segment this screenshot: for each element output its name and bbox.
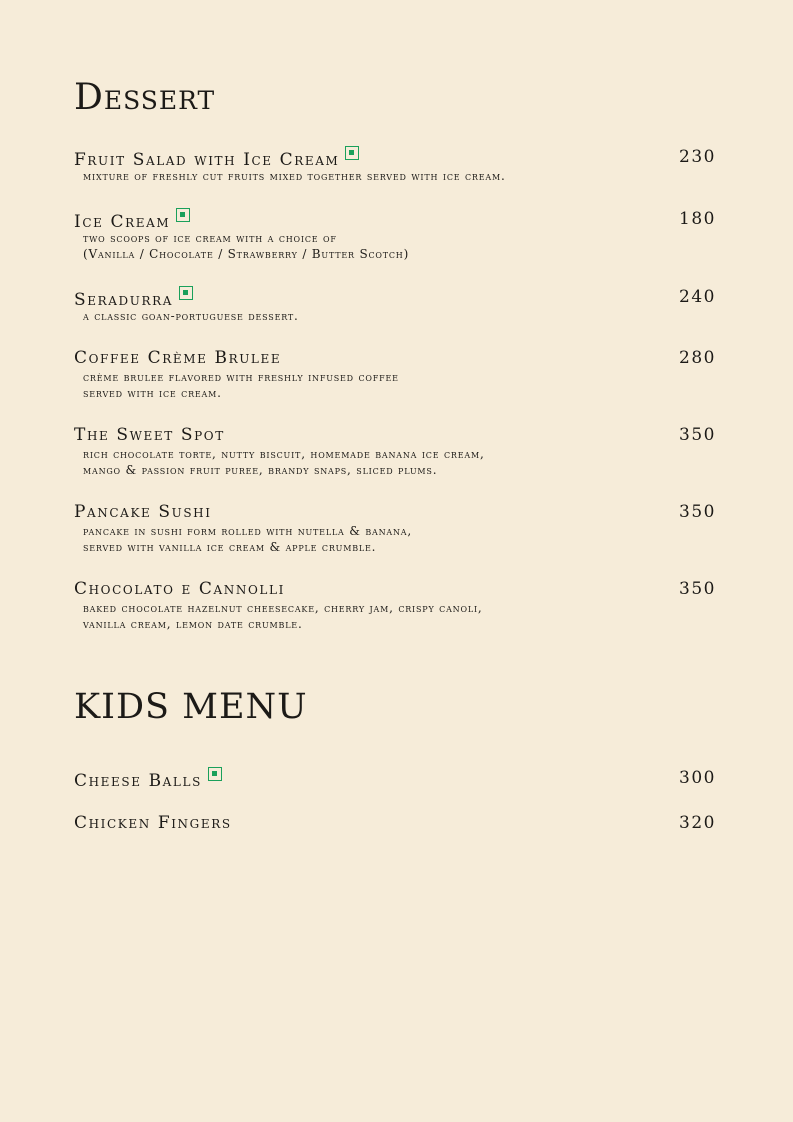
description-line: pancake in sushi form rolled with nutella & banana, bbox=[83, 524, 412, 538]
description-line: baked chocolate hazelnut cheesecake, cherry jam, crispy canoli, bbox=[83, 601, 483, 615]
menu-item-price: 240 bbox=[679, 287, 716, 307]
menu-item-name: Chicken Fingers bbox=[74, 813, 232, 833]
menu-item-description bbox=[83, 446, 716, 478]
menu-item-name: Chocolato e Cannolli bbox=[74, 579, 285, 599]
menu-item-price: 350 bbox=[679, 502, 716, 522]
veg-indicator-icon bbox=[208, 767, 222, 781]
description-line: rich chocolate torte, nutty biscuit, homemade banana ice cream, bbox=[83, 447, 485, 461]
menu-item bbox=[74, 767, 716, 789]
menu-item-header bbox=[74, 767, 716, 789]
veg-indicator-icon bbox=[179, 286, 193, 300]
kids-menu-section-title: KIDS MENU bbox=[74, 687, 308, 727]
menu-item-header bbox=[74, 347, 716, 369]
dessert-section-title: Dessert bbox=[74, 77, 216, 118]
menu-item-price: 320 bbox=[679, 813, 716, 833]
menu-item-description bbox=[83, 600, 716, 632]
menu-item-description bbox=[83, 168, 716, 184]
veg-indicator-icon bbox=[345, 146, 359, 160]
description-line: two scoops of ice cream with a choice of bbox=[83, 231, 337, 245]
menu-item-description bbox=[83, 308, 716, 324]
menu-item bbox=[74, 424, 716, 478]
menu-item-header bbox=[74, 501, 716, 523]
menu-item-price: 350 bbox=[679, 579, 716, 599]
menu-item bbox=[74, 812, 716, 834]
description-line: a classic goan-portuguese dessert. bbox=[83, 309, 299, 323]
menu-item-name: Seradurra bbox=[74, 290, 173, 310]
menu-item-header bbox=[74, 812, 716, 834]
menu-item-price: 300 bbox=[679, 768, 716, 788]
menu-item-header bbox=[74, 424, 716, 446]
description-line: mixture of freshly cut fruits mixed together served with ice cream. bbox=[83, 169, 506, 183]
menu-item bbox=[74, 578, 716, 632]
menu-item bbox=[74, 286, 716, 324]
description-line: (Vanilla / Chocolate / Strawberry / Butter Scotch) bbox=[83, 247, 410, 261]
description-line: crème brulee flavored with freshly infused coffee bbox=[83, 370, 399, 384]
description-line: served with vanilla ice cream & apple crumble. bbox=[83, 540, 377, 554]
menu-item-price: 230 bbox=[679, 147, 716, 167]
menu-item-name: The Sweet Spot bbox=[74, 425, 225, 445]
menu-item-price: 280 bbox=[679, 348, 716, 368]
menu-item-header bbox=[74, 578, 716, 600]
menu-item bbox=[74, 208, 716, 262]
menu-item-name: Ice Cream bbox=[74, 212, 171, 232]
menu-item-header bbox=[74, 286, 716, 308]
menu-item bbox=[74, 347, 716, 401]
description-line: mango & passion fruit puree, brandy snaps, sliced plums. bbox=[83, 463, 438, 477]
menu-item-description bbox=[83, 523, 716, 555]
description-line: served with ice cream. bbox=[83, 386, 222, 400]
menu-item-name: Coffee Crème Brulee bbox=[74, 348, 282, 368]
menu-item-name: Fruit Salad with Ice Cream bbox=[74, 150, 340, 170]
menu-item-name: Cheese Balls bbox=[74, 771, 202, 791]
menu-item bbox=[74, 501, 716, 555]
description-line: vanilla cream, lemon date crumble. bbox=[83, 617, 303, 631]
veg-indicator-icon bbox=[176, 208, 190, 222]
menu-item bbox=[74, 146, 716, 184]
menu-item-price: 350 bbox=[679, 425, 716, 445]
menu-item-price: 180 bbox=[679, 209, 716, 229]
menu-item-description bbox=[83, 230, 716, 262]
menu-item-description bbox=[83, 369, 716, 401]
menu-item-header bbox=[74, 208, 716, 230]
menu-item-header bbox=[74, 146, 716, 168]
menu-item-name: Pancake Sushi bbox=[74, 502, 212, 522]
